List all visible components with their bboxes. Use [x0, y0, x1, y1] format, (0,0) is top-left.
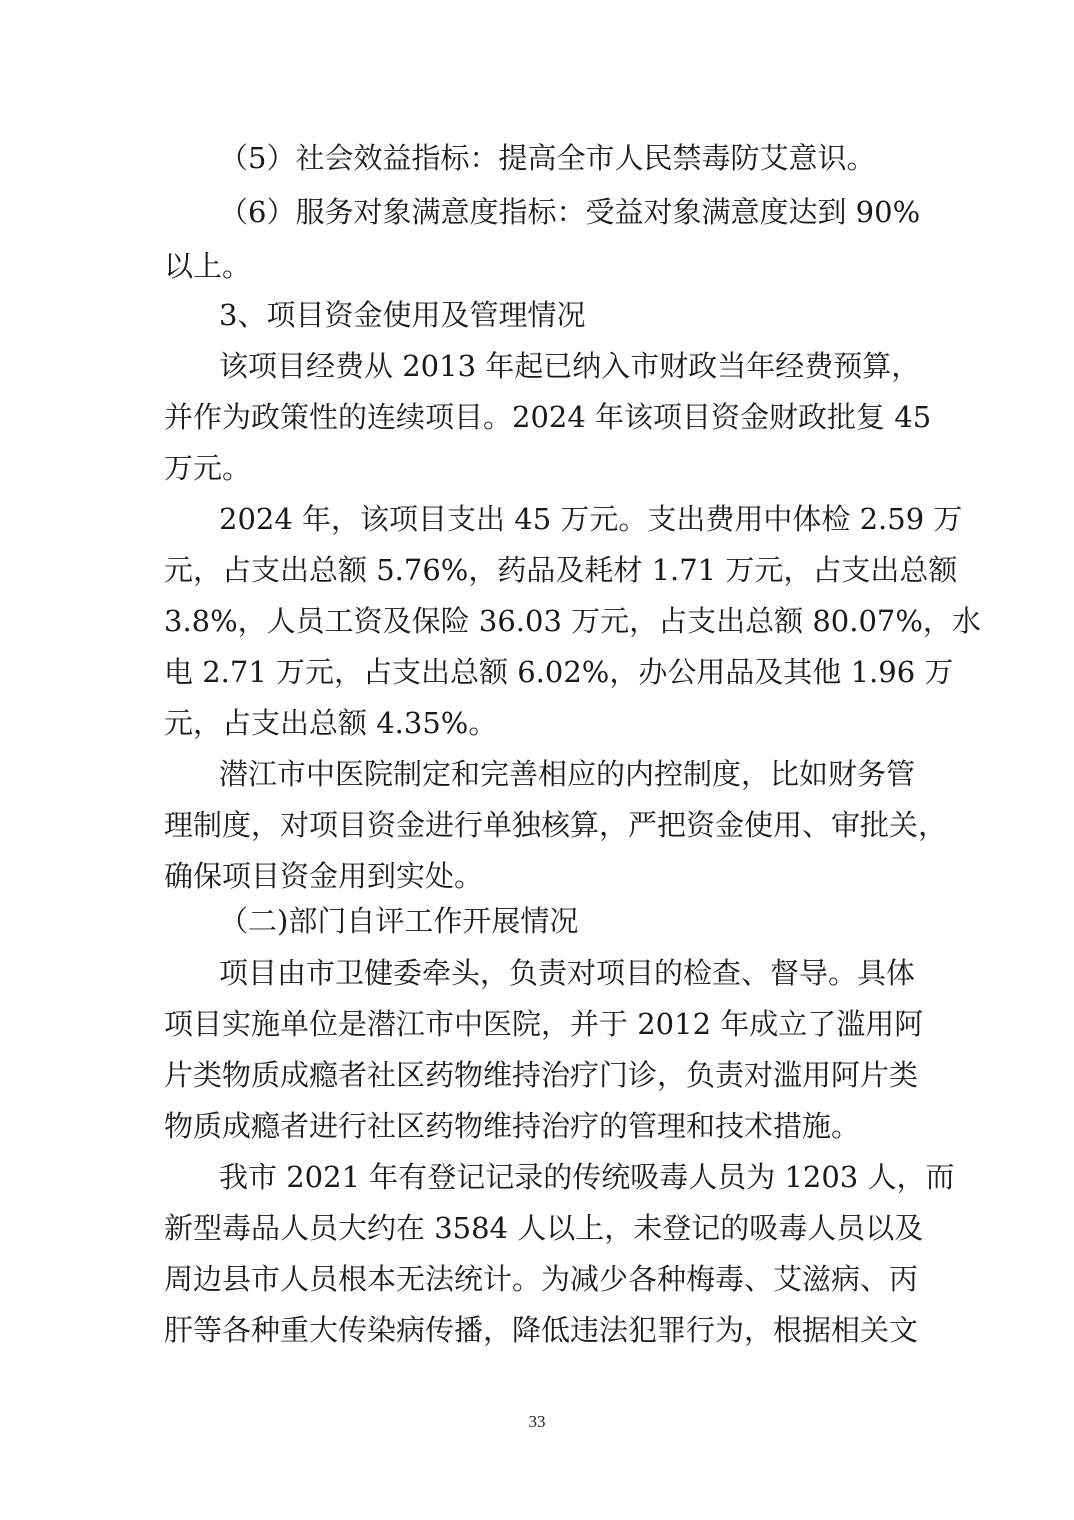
paragraph-line: 项目由市卫健委牵头，负责对项目的检查、督导。具体 [219, 956, 916, 990]
page-number: 33 [528, 1412, 546, 1431]
paragraph-line: 元，占支出总额 5.76%，药品及耗材 1.71 万元，占支出总额 [164, 553, 958, 587]
paragraph-line: 新型毒品人员大约在 3584 人以上，未登记的吸毒人员以及 [164, 1211, 924, 1245]
paragraph-line: 理制度，对项目资金进行单独核算，严把资金使用、审批关， [164, 808, 948, 842]
paragraph-line: 物质成瘾者进行社区药物维持治疗的管理和技术措施。 [164, 1109, 861, 1143]
paragraph-line: 3.8%，人员工资及保险 36.03 万元，占支出总额 80.07%，水 [164, 604, 981, 638]
paragraph-line: 周边县市人员根本无法统计。为减少各种梅毒、艾滋病、丙 [164, 1262, 919, 1296]
paragraph-line: 片类物质成瘾者社区药物维持治疗门诊，负责对滥用阿片类 [164, 1058, 919, 1092]
paragraph-line: 并作为政策性的连续项目。2024 年该项目资金财政批复 45 [164, 400, 932, 434]
paragraph-line: 2024 年，该项目支出 45 万元。支出费用中体检 2.59 万 [219, 502, 963, 536]
paragraph-line: （5）社会效益指标：提高全市人民禁毒防艾意识。 [219, 141, 876, 175]
paragraph-line: 万元。 [164, 451, 252, 485]
paragraph-line: 以上。 [164, 249, 252, 283]
paragraph-line: 我市 2021 年有登记记录的传统吸毒人员为 1203 人，而 [219, 1160, 955, 1194]
paragraph-line: 项目实施单位是潜江市中医院，并于 2012 年成立了滥用阿 [164, 1007, 924, 1041]
paragraph-line: 潜江市中医院制定和完善相应的内控制度，比如财务管 [219, 757, 916, 791]
paragraph-line: 元，占支出总额 4.35%。 [164, 706, 498, 740]
section-heading: 3、项目资金使用及管理情况 [219, 298, 586, 332]
paragraph-line: 该项目经费从 2013 年起已纳入市财政当年经费预算， [219, 349, 921, 383]
paragraph-line: 确保项目资金用到实处。 [164, 859, 484, 893]
paragraph-line: （6）服务对象满意度指标：受益对象满意度达到 90% [219, 195, 921, 229]
paragraph-line: 肝等各种重大传染病传播，降低违法犯罪行为，根据相关文 [164, 1313, 919, 1347]
paragraph-line: 电 2.71 万元，占支出总额 6.02%，办公用品及其他 1.96 万 [164, 655, 954, 689]
section-heading: （二)部门自评工作开展情况 [219, 904, 579, 938]
